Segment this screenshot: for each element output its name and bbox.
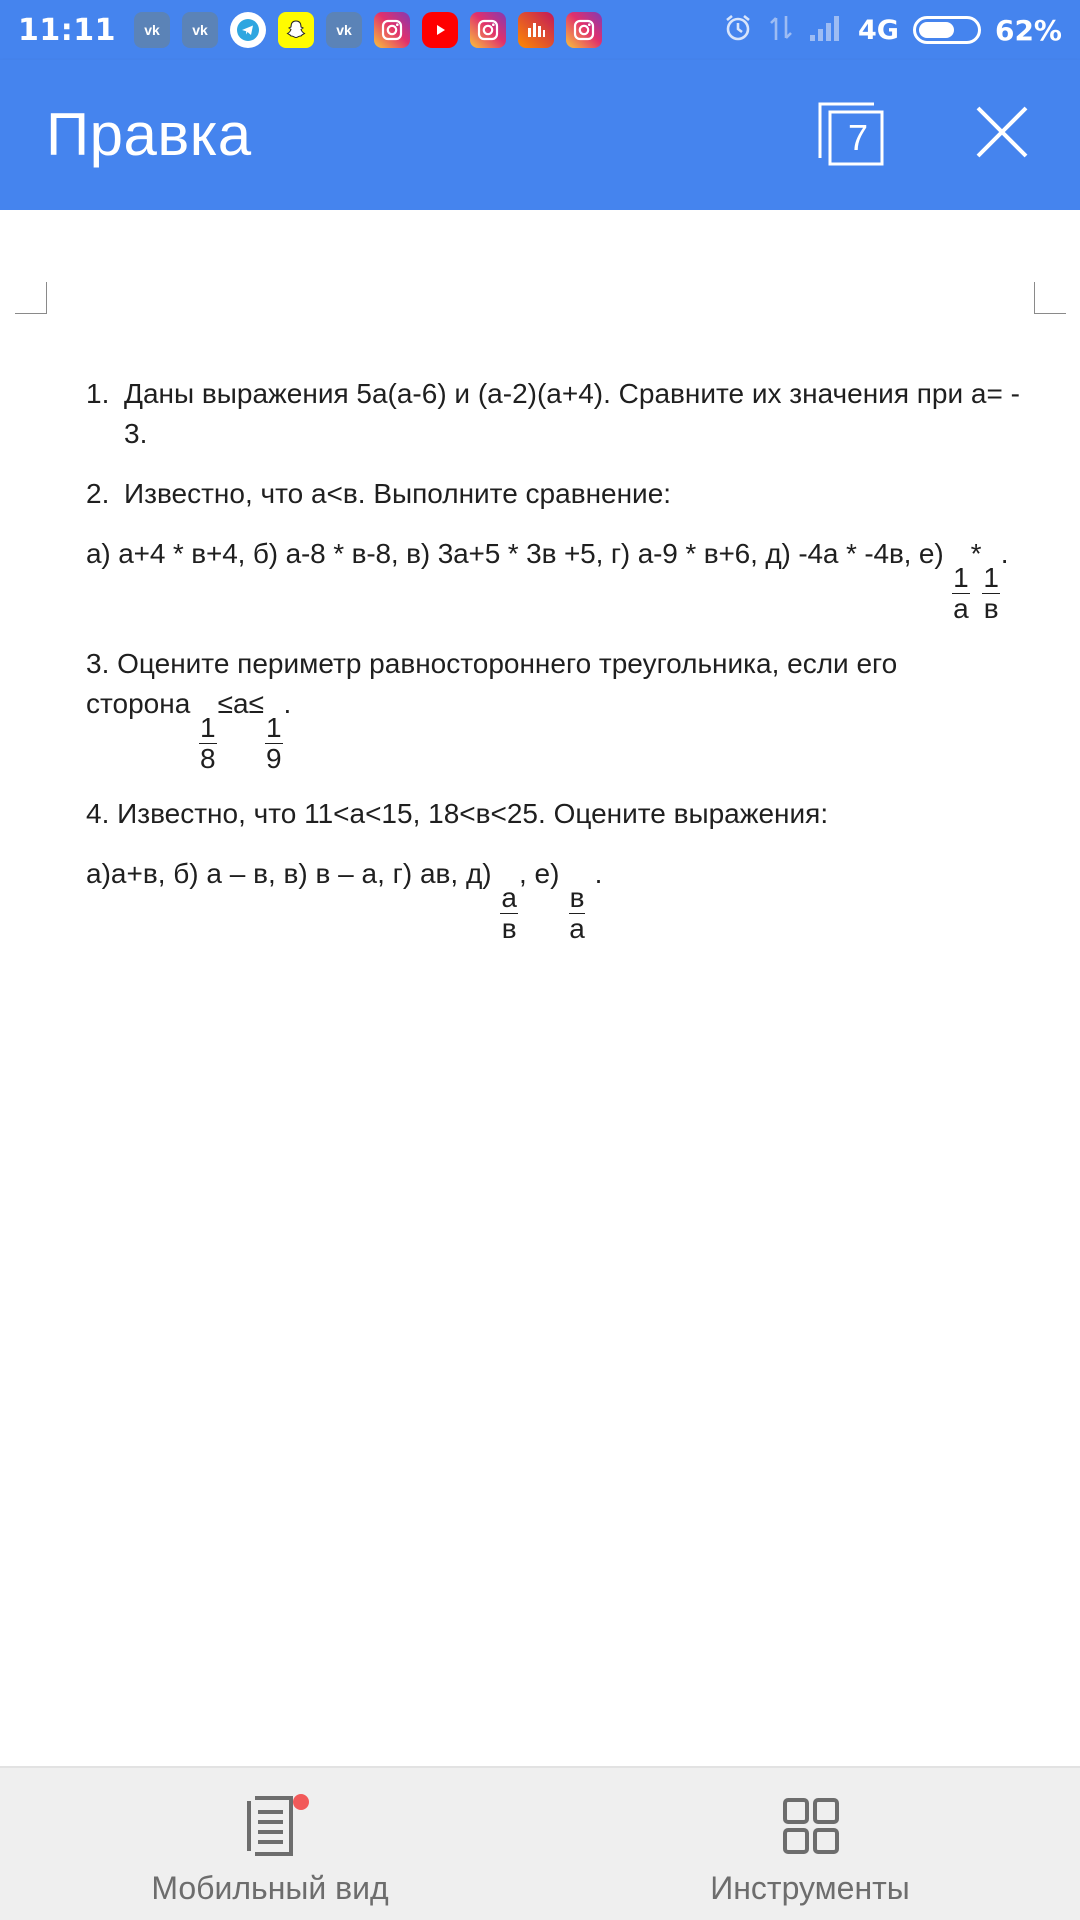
question-4 <box>86 794 1046 834</box>
notification-icons <box>134 12 602 48</box>
fraction <box>500 883 518 944</box>
vk-icon: vk <box>182 12 218 48</box>
inequality: ≤а≤ <box>217 688 264 719</box>
question-text: Известно, что а<в. Выполните сравнение: <box>124 478 672 509</box>
numerator: а <box>501 882 517 913</box>
instagram-icon <box>566 12 602 48</box>
mobile-view-button[interactable] <box>0 1768 540 1920</box>
tools-button[interactable] <box>540 1768 1080 1920</box>
document-list-icon <box>243 1796 299 1856</box>
mobile-view-label: Мобильный вид <box>151 1870 389 1906</box>
pages-count: 7 <box>847 117 869 158</box>
page-title: Правка <box>46 101 252 168</box>
signal-icon <box>808 13 844 48</box>
denominator: 9 <box>265 743 282 774</box>
document-text <box>86 374 1046 964</box>
question-text: 3. Оцените периметр равностороннего треугольника, если его сторона <box>86 648 898 719</box>
instagram-icon <box>470 12 506 48</box>
question-number: 2. <box>86 478 110 509</box>
numerator: 1 <box>983 562 999 593</box>
fraction <box>952 563 969 624</box>
grid-icon <box>783 1796 839 1856</box>
question-text: 4. Известно, что 11<а<15, 18<в<25. Оцените выражения: <box>86 798 829 829</box>
app-bar <box>0 60 1080 210</box>
numerator: 1 <box>953 562 969 593</box>
operator: * <box>970 538 982 569</box>
vk-icon: vk <box>134 12 170 48</box>
options-text: а)а+в, б) а – в, в) в – а, г) ав, д) <box>86 858 500 889</box>
question-2 <box>86 474 1046 514</box>
fraction <box>982 563 999 624</box>
numerator: 1 <box>200 712 216 743</box>
vk-icon: vk <box>326 12 362 48</box>
fraction <box>568 883 586 944</box>
crop-mark-top-left <box>15 282 47 314</box>
punctuation: . <box>586 858 603 889</box>
question-text: Даны выражения 5а(а-6) и (а-2)(а+4). Сравните их значения при а= - 3. <box>124 378 1020 449</box>
fraction <box>265 713 283 774</box>
numerator: в <box>569 882 585 913</box>
document-page[interactable] <box>0 210 1080 1766</box>
battery-level <box>919 22 954 38</box>
question-4-options <box>86 854 1046 944</box>
denominator: а <box>569 913 585 944</box>
instagram-icon <box>374 12 410 48</box>
battery-icon <box>913 16 981 44</box>
status-right <box>722 12 1062 49</box>
options-text: а) а+4 * в+4, б) а-8 * в-8, в) 3а+5 * 3в +5, г) а-9 * в+6, д) -4а * -4в, е) <box>86 538 952 569</box>
denominator: в <box>501 913 517 944</box>
question-3 <box>86 644 1046 774</box>
pages-button[interactable] <box>816 100 886 170</box>
snapchat-icon <box>278 12 314 48</box>
question-number: 1. <box>86 378 110 409</box>
status-bar <box>0 0 1080 60</box>
denominator: в <box>983 593 999 624</box>
close-icon <box>970 100 1034 164</box>
telegram-icon <box>230 12 266 48</box>
separator: , е) <box>519 858 568 889</box>
question-1 <box>86 374 1046 454</box>
denominator: а <box>953 593 969 624</box>
battery-percent: 62% <box>994 13 1062 47</box>
numerator: 1 <box>265 712 282 743</box>
youtube-icon <box>422 12 458 48</box>
alarm-icon <box>722 12 754 49</box>
punctuation: . <box>283 688 292 719</box>
network-type: 4G <box>858 14 899 46</box>
question-2-options <box>86 534 1046 624</box>
fraction <box>199 713 217 774</box>
chart-app-icon <box>518 12 554 48</box>
denominator: 8 <box>200 743 216 774</box>
tools-label: Инструменты <box>710 1870 910 1906</box>
status-time: 11:11 <box>18 12 116 48</box>
notification-dot <box>293 1794 309 1810</box>
bottom-nav <box>0 1766 1080 1920</box>
crop-mark-top-right <box>1034 282 1066 314</box>
data-transfer-icon <box>768 12 794 49</box>
close-button[interactable] <box>970 100 1034 164</box>
punctuation: . <box>1000 538 1009 569</box>
